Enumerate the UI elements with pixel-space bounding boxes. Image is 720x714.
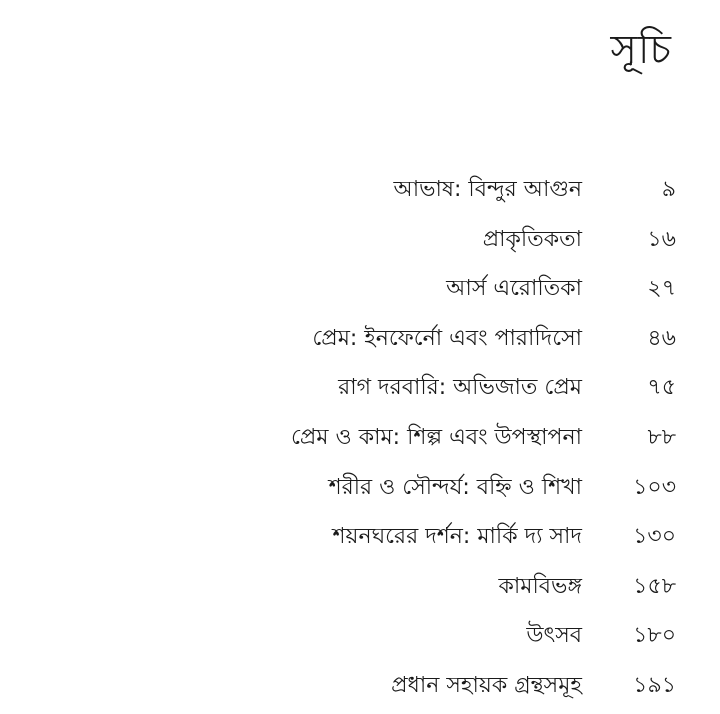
toc-entry-title: কামবিভঙ্গ — [498, 573, 582, 599]
toc-row — [0, 664, 720, 714]
page-title: সূচি — [610, 27, 672, 73]
toc-entry-page-number: ১০৩ — [633, 474, 676, 500]
toc-entry-page-number: ১৩০ — [633, 524, 676, 550]
toc-row — [0, 267, 720, 317]
toc-row — [0, 565, 720, 615]
toc-entry-title: প্রাকৃতিকতা — [482, 226, 582, 252]
toc-entry-title: উৎসব — [526, 623, 582, 649]
table-of-contents — [0, 168, 720, 714]
toc-entry-page-number: ৮৮ — [647, 424, 676, 450]
toc-entry-page-number: ২৭ — [647, 276, 676, 302]
toc-entry-title: প্রেম: ইনফের্নো এবং পারাদিসো — [312, 325, 582, 351]
toc-entry-title: আভাষ: বিন্দুর আগুন — [393, 177, 582, 202]
toc-row — [0, 416, 720, 466]
toc-entry-page-number: ১৫৮ — [633, 573, 676, 599]
toc-row — [0, 218, 720, 268]
toc-row — [0, 366, 720, 416]
toc-entry-title: আর্স এরোতিকা — [446, 276, 582, 302]
toc-row — [0, 614, 720, 664]
toc-row — [0, 317, 720, 367]
toc-entry-title: রাগ দরবারি: অভিজাত প্রেম — [338, 375, 582, 401]
toc-entry-page-number: ৪৬ — [647, 325, 676, 351]
toc-entry-title: প্রধান সহায়ক গ্রন্থসমূহ — [391, 672, 582, 698]
toc-entry-page-number: ১৮০ — [633, 623, 676, 649]
toc-row — [0, 466, 720, 516]
toc-entry-title: শরীর ও সৌন্দর্য: বহ্নি ও শিখা — [328, 474, 582, 500]
toc-entry-title: প্রেম ও কাম: শিল্প এবং উপস্থাপনা — [290, 424, 582, 450]
toc-row — [0, 515, 720, 565]
toc-entry-page-number: ১৬ — [647, 226, 676, 252]
toc-row — [0, 168, 720, 218]
toc-entry-page-number: ১৯১ — [633, 672, 676, 698]
toc-entry-title: শয়নঘরের দর্শন: মার্কি দ্য সাদ — [332, 524, 582, 550]
toc-entry-page-number: ৭৫ — [647, 375, 676, 401]
toc-entry-page-number: ৯ — [661, 177, 676, 202]
